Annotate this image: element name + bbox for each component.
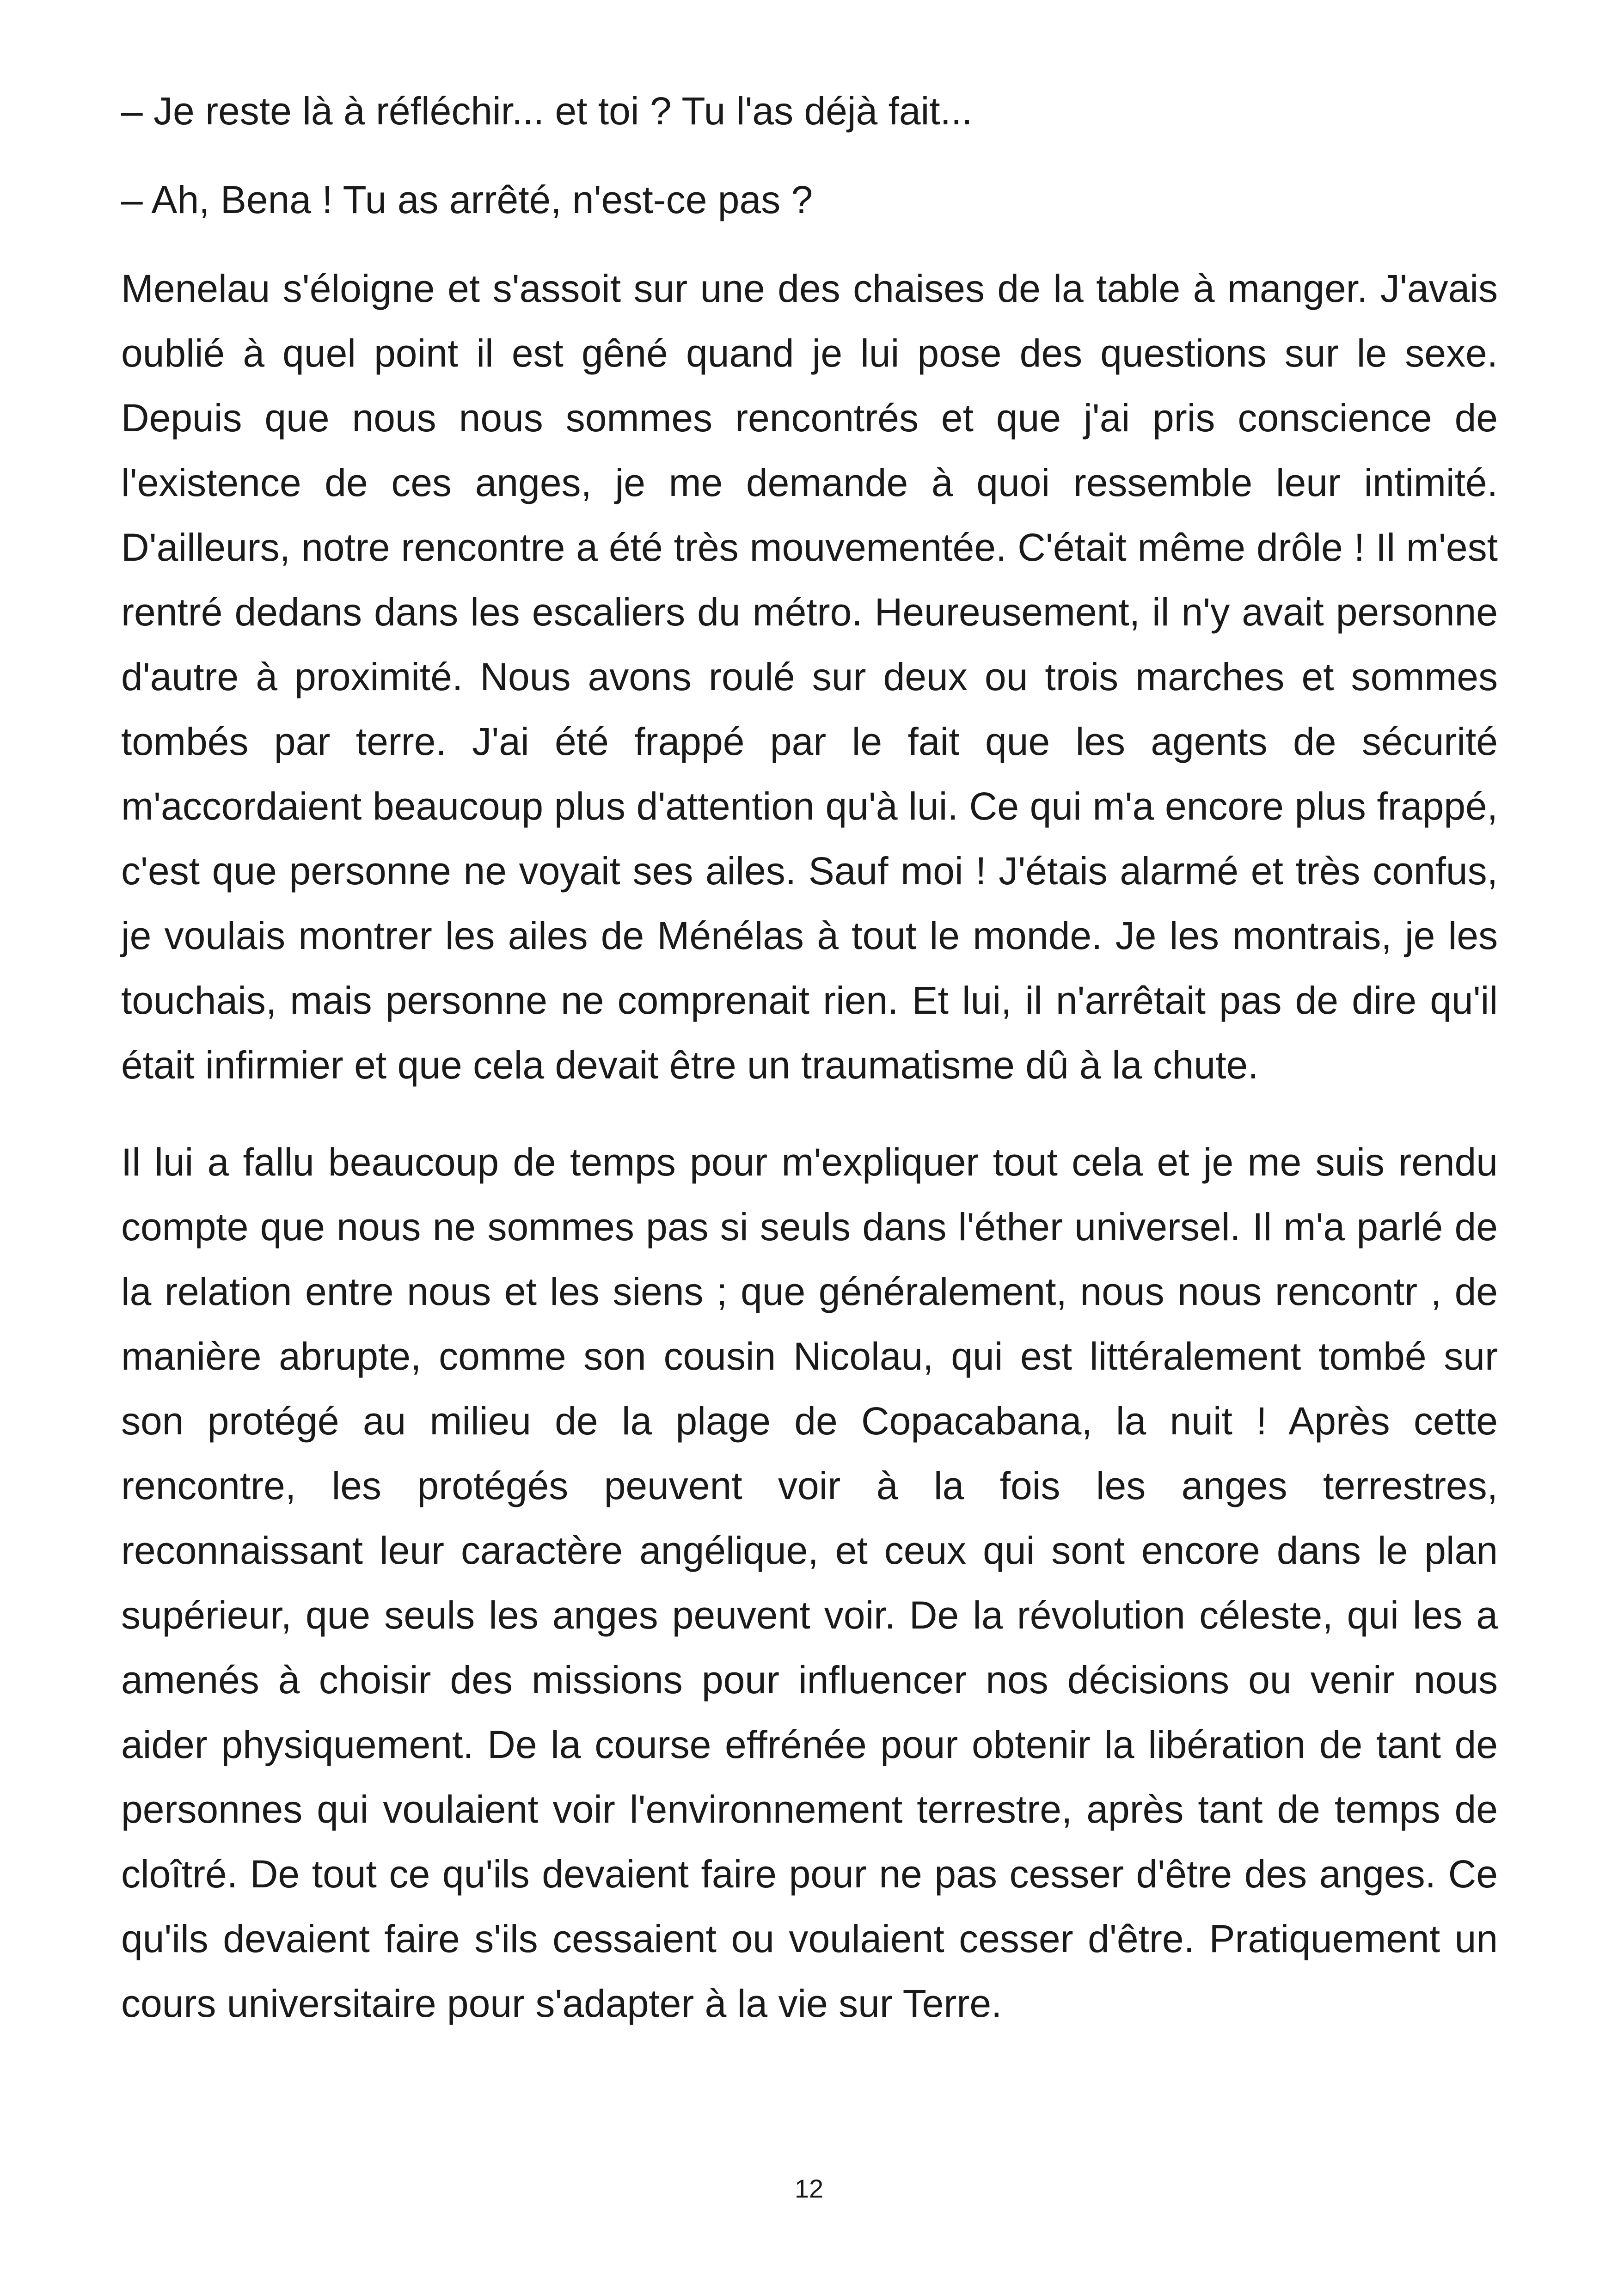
dialogue-line-2: – Ah, Bena ! Tu as arrêté, n'est-ce pas ? — [121, 178, 813, 221]
dialogue-line-1: – Je reste là à réfléchir... et toi ? Tu l'as déjà fait... — [121, 89, 973, 133]
page-number: 12 — [794, 2174, 824, 2203]
body-paragraph-2: Il lui a fallu beaucoup de temps pour m'expliquer tout cela et je me suis rendu compte que nous ne sommes pas si seuls dans l'éther universel. Il m'a parlé de la relation entre nous et les siens ; que généralement, nous nous rencontr , de manière abrupte, comme son cousin Nicolau, qui est littéralement tombé sur son protégé au milieu de la plage de Copacabana, la nuit ! Après cette rencontre, les protégés peuvent voir à la fois les anges terrestres, reconnaissant leur caractère angélique, et ceux qui sont encore dans le plan supérieur, que seuls les anges peuvent voir. De la révolution céleste, qui les a amenés à choisir des missions pour influencer nos décisions ou venir nous aider physiquement. De la course effrénée pour obtenir la libération de tant de personnes qui voulaient voir l'environnement terrestre, après tant de temps de cloîtré. De tout ce qu'ils devaient faire pour ne pas cesser d'être des anges. Ce qu'ils devaient faire s'ils cessaient ou voulaient cesser d'être. Pratiquement un cours universitaire pour s'adapter à la vie sur Terre. — [121, 1140, 1498, 2025]
page-body — [121, 79, 1498, 2068]
body-paragraph-1: Menelau s'éloigne et s'assoit sur une des chaises de la table à manger. J'avais oublié à quel point il est gêné quand je lui pose des questions sur le sexe. Depuis que nous nous sommes rencontrés et que j'ai pris conscience de l'existence de ces anges, je me demande à quoi ressemble leur intimité. D'ailleurs, notre rencontre a été très mouvementée. C'était même drôle ! Il m'est rentré dedans dans les escaliers du métro. Heureusement, il n'y avait personne d'autre à proximité. Nous avons roulé sur deux ou trois marches et sommes tombés par terre. J'ai été frappé par le fait que les agents de sécurité m'accordaient beaucoup plus d'attention qu'à lui. Ce qui m'a encore plus frappé, c'est que personne ne voyait ses ailes. Sauf moi ! J'étais alarmé et très confus, je voulais montrer les ailes de Ménélas à tout le monde. Je les montrais, je les touchais, mais personne ne comprenait rien. Et lui, il n'arrêtait pas de dire qu'il était infirmier et que cela devait être un traumatisme dû à la chute. — [121, 267, 1498, 1087]
